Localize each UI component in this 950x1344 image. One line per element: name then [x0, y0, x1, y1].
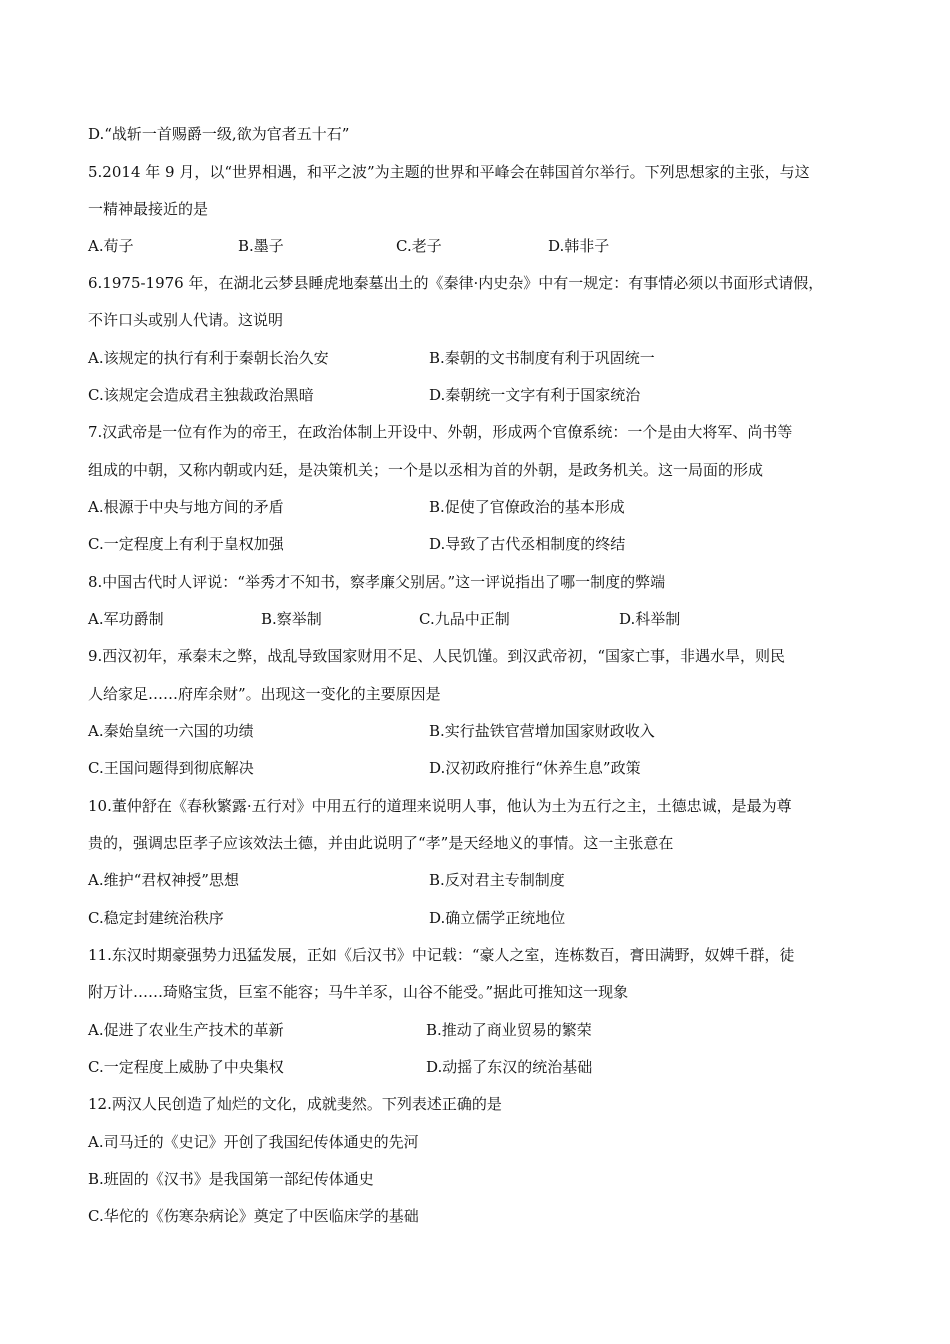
- option-b: B.促使了官僚政治的基本形成: [429, 498, 625, 516]
- option-a: A.根源于中央与地方间的矛盾: [88, 498, 284, 516]
- question-stem-line: 贵的，强调忠臣孝子应该效法土德，并由此说明了“孝”是天经地义的事情。这一主张意在: [88, 834, 674, 852]
- option-c: C.王国问题得到彻底解决: [88, 759, 254, 777]
- option-d: D.汉初政府推行“休养生息”政策: [429, 759, 641, 777]
- question-stem-line: 组成的中朝，又称内朝或内廷，是决策机关；一个是以丞相为首的外朝，是政务机关。这一局面的形成: [88, 461, 764, 479]
- option-a: A.秦始皇统一六国的功绩: [88, 722, 254, 740]
- option-d: D.确立儒学正统地位: [429, 909, 566, 927]
- option-a: A.该规定的执行有利于秦朝长治久安: [88, 349, 329, 367]
- question-stem-line: 人给家足……府库余财”。出现这一变化的主要原因是: [88, 685, 441, 703]
- question-stem-line: 附万计……琦赂宝货，巨室不能容；马牛羊豕，山谷不能受。”据此可推知这一现象: [88, 983, 629, 1001]
- option-a: A.司马迁的《史记》开创了我国纪传体通史的先河: [88, 1133, 419, 1151]
- question-stem-line: 5.2014 年 9 月，以“世界相遇，和平之波”为主题的世界和平峰会在韩国首尔举行。下列思想家的主张，与这: [88, 163, 810, 181]
- option-a: A.促进了农业生产技术的革新: [88, 1021, 284, 1039]
- option-b: B.秦朝的文书制度有利于巩固统一: [429, 349, 655, 367]
- question-stem-line: 10.董仲舒在《春秋繁露·五行对》中用五行的道理来说明人事，他认为土为五行之主，土德忠诚，是最为尊: [88, 797, 792, 815]
- option-d: D.科举制: [619, 610, 681, 628]
- option-d: D.韩非子: [548, 237, 610, 255]
- option-b: B.墨子: [238, 237, 284, 255]
- question-stem-line: 一精神最接近的是: [88, 200, 209, 218]
- option-c: C.该规定会造成君主独裁政治黑暗: [88, 386, 314, 404]
- option-c: C.稳定封建统治秩序: [88, 909, 224, 927]
- question-stem-line: 不许口头或别人代请。这说明: [88, 311, 284, 329]
- option-c: C.一定程度上有利于皇权加强: [88, 535, 284, 553]
- question-stem-line: 9.西汉初年，承秦末之弊，战乱导致国家财用不足、人民饥馑。到汉武帝初，“国家亡事，非遇水旱，则民: [88, 647, 785, 665]
- option-c: C.九品中正制: [419, 610, 510, 628]
- option-c: C.老子: [396, 237, 442, 255]
- question-stem-line: 12.两汉人民创造了灿烂的文化，成就斐然。下列表述正确的是: [88, 1095, 502, 1113]
- option-c: C.一定程度上威胁了中央集权: [88, 1058, 284, 1076]
- question-stem-line: 6.1975-1976 年，在湖北云梦县睡虎地秦墓出土的《秦律·内史杂》中有一规定：有事情必须以书面形式请假，: [88, 274, 824, 292]
- question-stem-line: 8.中国古代时人评说：“举秀才不知书，察孝廉父别居。”这一评说指出了哪一制度的弊端: [88, 573, 666, 591]
- option-b: B.实行盐铁官营增加国家财政收入: [429, 722, 655, 740]
- question-stem-line: 7.汉武帝是一位有作为的帝王，在政治体制上开设中、外朝，形成两个官僚系统：一个是由大将军、尚书等: [88, 423, 793, 441]
- option-b: B.推动了商业贸易的繁荣: [426, 1021, 592, 1039]
- option-a: A.荀子: [88, 237, 134, 255]
- option-d: D.导致了古代丞相制度的终结: [429, 535, 626, 553]
- option-a: A.军功爵制: [88, 610, 164, 628]
- option-b: B.班固的《汉书》是我国第一部纪传体通史: [88, 1170, 374, 1188]
- option-d: D.秦朝统一文字有利于国家统治: [429, 386, 641, 404]
- option-b: B.反对君主专制制度: [429, 871, 565, 889]
- option-a: A.维护“君权神授”思想: [88, 871, 239, 889]
- option-d: D.动摇了东汉的统治基础: [426, 1058, 593, 1076]
- question-stem-line: 11.东汉时期豪强势力迅猛发展，正如《后汉书》中记载：“豪人之室，连栋数百，膏田满野，奴婢千群，徒: [88, 946, 795, 964]
- option-b: B.察举制: [261, 610, 322, 628]
- option-c: C.华佗的《伤寒杂病论》奠定了中医临床学的基础: [88, 1207, 419, 1225]
- q4-option-d: D.“战斩一首赐爵一级,欲为官者五十石”: [88, 125, 350, 143]
